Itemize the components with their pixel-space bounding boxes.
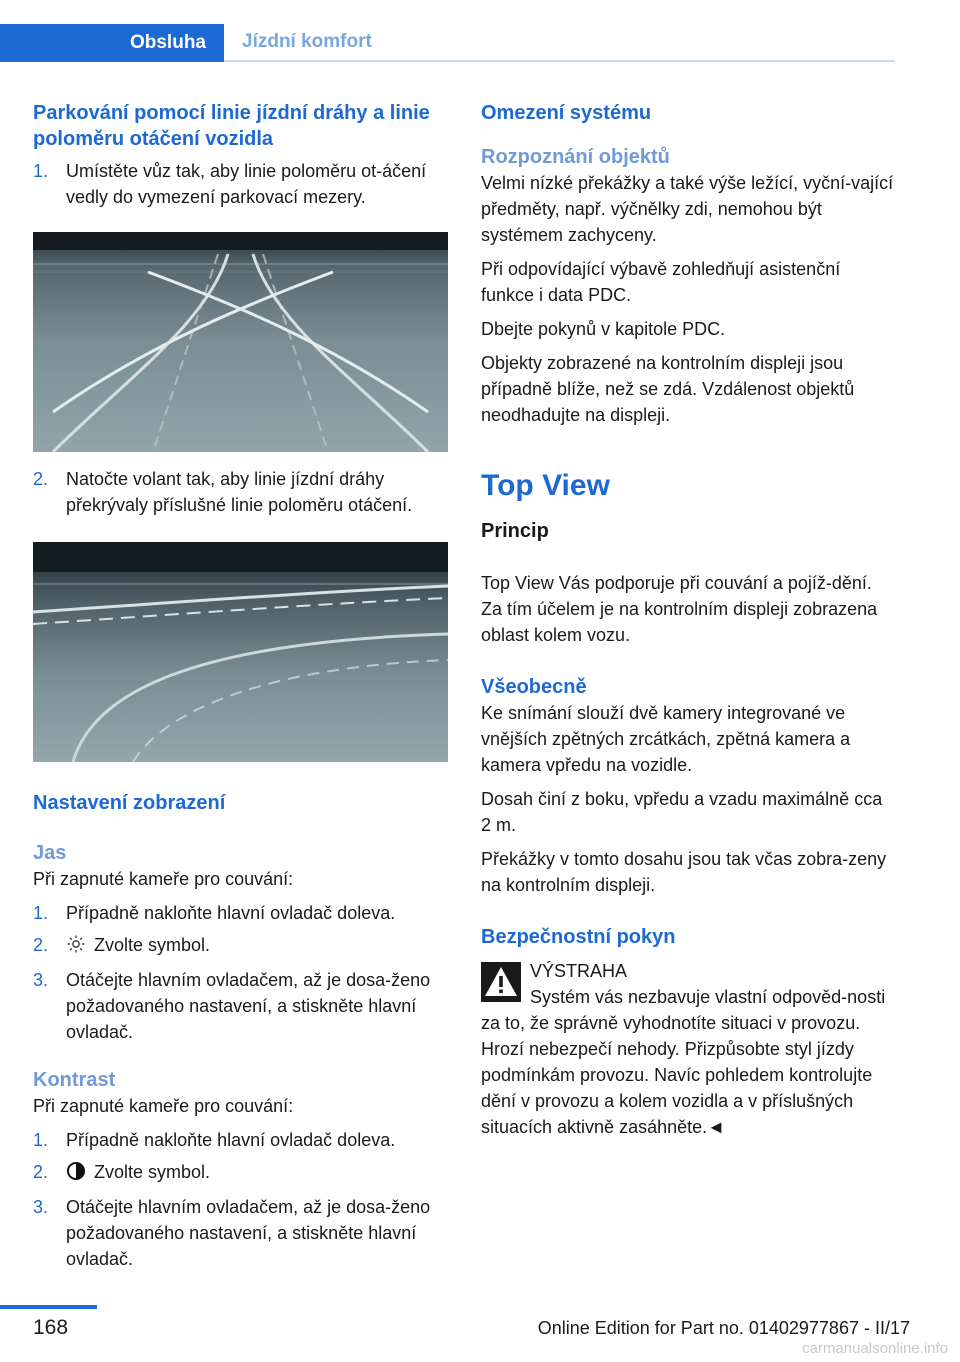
tab-jizdni-komfort[interactable]: Jízdní komfort (224, 24, 895, 62)
list-item: 1. Případně nakloňte hlavní ovladač doleva. (33, 1130, 396, 1150)
parking-steps-list-2 (33, 466, 448, 518)
warning-block (481, 958, 895, 984)
subsection-title-object-detection: Rozpoznání objektů (481, 146, 670, 168)
contrast-intro: Při zapnuté kameře pro couvání: (33, 1096, 294, 1116)
subsection-title-contrast: Kontrast (33, 1069, 116, 1091)
page-number: 168 (33, 1316, 69, 1339)
list-item: 3. Otáčejte hlavním ovladačem, až je dosa‐ženo požadovaného nastavení, a stiskněte hlavní ovladač. (33, 970, 431, 1042)
list-item: 1. Případně nakloňte hlavní ovladač doleva. (33, 903, 396, 923)
list-item: 3. Otáčejte hlavním ovladačem, až je dosa‐ženo požadovaného nastavení, a stiskněte hlavní ovladač. (33, 1197, 431, 1269)
warning-text: Systém vás nezbavuje vlastní odpověd‐nosti za to, že správně vyhodnotíte situaci v provozu. Hrozí nebezpečí nehody. Přizpůsobte styl jízdy podmínkám provozu. Navíc pohledem kontrolujte dění v provozu a kolem vozidla a v příslušných situacích aktivně zasáhněte.◄ (481, 986, 886, 1137)
chapter-title-top-view: Top View (481, 469, 610, 502)
list-item: 1. Umístěte vůz tak, aby linie poloměru ot‐áčení vedly do vymezení parkovací mezery. (33, 161, 427, 207)
paragraph: Při odpovídající výbavě zohledňují asistenční funkce i data PDC. (481, 259, 841, 305)
paragraph: Překážky v tomto dosahu jsou tak včas zobra‐zeny na kontrolním displeji. (481, 848, 887, 895)
subsection-title-safety: Bezpečnostní pokyn (481, 925, 676, 948)
paragraph: Top View Vás podporuje při couvání a pojíž‐dění. Za tím účelem je na kontrolním displeji zobrazena oblast kolem vozu. (481, 572, 878, 645)
paragraph: Ke snímání slouží dvě kamery integrované ve vnějších zpětných zrcátkách, zpětná kamera a kamera vpředu na vozidle. (481, 702, 851, 775)
tab-obsluha[interactable]: Obsluha (0, 24, 224, 62)
section-title-display-settings: Nastavení zobrazení (33, 792, 226, 814)
edition-info: Online Edition for Part no. 01402977867 - II/17 (537, 1318, 910, 1338)
right-column (481, 100, 895, 1140)
parking-steps-list (33, 158, 448, 210)
header-tabs (0, 24, 895, 62)
paragraph: Velmi nízké překážky a také výše ležící, vyční‐vající předměty, např. výčnělky zdi, nemohou být systémem zachyceny. (481, 173, 894, 245)
warning-triangle-icon (481, 962, 521, 1007)
contrast-icon (66, 1161, 86, 1188)
section-title-system-limits: Omezení systému (481, 102, 652, 124)
warning-label: VÝSTRAHA (530, 960, 628, 981)
paragraph: Dbejte pokynů v kapitole PDC. (481, 319, 726, 339)
left-column (33, 100, 448, 1272)
list-item: 2. Natočte volant tak, aby linie jízdní dráhy překrývaly příslušné linie poloměru otáčení. (33, 469, 413, 515)
section-title-parking-lines: Parkování pomocí linie jízdní dráhy a linie poloměru otáčení vozidla (33, 102, 430, 150)
subsection-title-brightness: Jas (33, 842, 67, 864)
contrast-steps (33, 1127, 448, 1272)
brightness-icon (66, 934, 86, 961)
list-item: 2. Zvolte symbol. (33, 1159, 448, 1188)
watermark: carmanualsonline.info (802, 1340, 948, 1357)
brightness-steps (33, 900, 448, 1045)
footer-accent-line (0, 1305, 97, 1309)
paragraph: Dosah činí z boku, vpředu a vzadu maximálně cca 2 m. (481, 788, 883, 835)
camera-image-turning-lines (33, 232, 448, 452)
brightness-intro: Při zapnuté kameře pro couvání: (33, 869, 294, 889)
paragraph: Objekty zobrazené na kontrolním displeji jsou případně blíže, než se zdá. Vzdálenost objektů neodhadujte na displeji. (481, 353, 855, 425)
list-item: 2. Zvolte symbol. (33, 932, 448, 961)
subsection-title-principle: Princip (481, 520, 549, 542)
camera-image-overlapping-lines (33, 542, 448, 762)
subsection-title-general: Všeobecně (481, 675, 587, 698)
